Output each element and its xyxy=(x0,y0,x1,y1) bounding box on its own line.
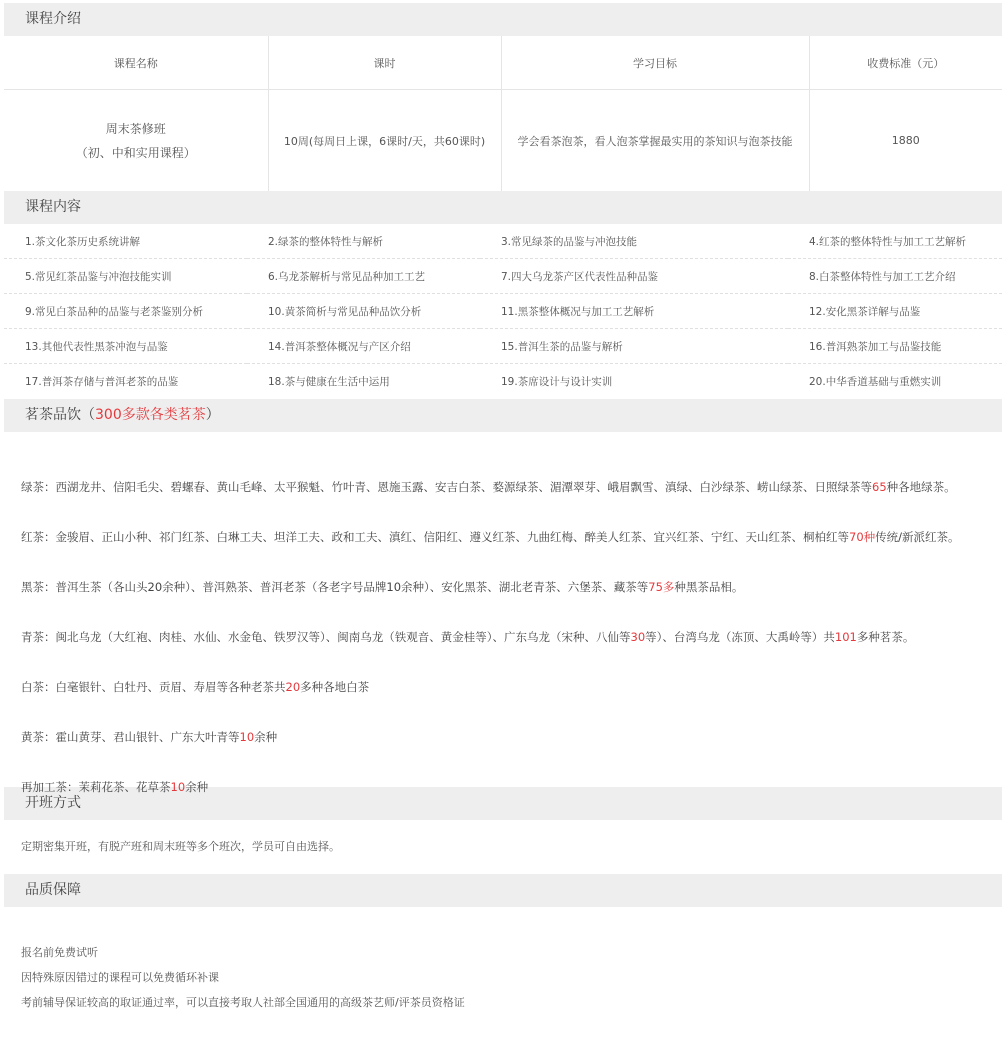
list-item: 考前辅导保证较高的取证通过率，可以直接考取人社部全国通用的高级茶艺师/评茶员资格证 xyxy=(21,996,465,1009)
content-item: 1.茶文化茶历史系统讲解 xyxy=(4,224,247,259)
content-item: 7.四大乌龙茶产区代表性品种品鉴 xyxy=(480,259,788,294)
course-fee: 1880 xyxy=(891,134,920,147)
content-item: 13.其他代表性黑茶冲泡与品鉴 xyxy=(4,329,247,364)
content-item: 19.茶席设计与设计实训 xyxy=(501,376,613,388)
table-row xyxy=(4,294,1002,329)
course-page xyxy=(4,0,1002,1015)
quality-list xyxy=(4,907,1002,1015)
content-item: 18.茶与健康在生活中运用 xyxy=(268,376,390,388)
course-name-cell xyxy=(4,90,268,192)
section-title-tea: 茗茶品饮（300多款各类茗茶） xyxy=(4,399,1002,432)
tea-line-yellow: 黄茶：霍山黄芽、君山银针、广东大叶青等10余种 xyxy=(21,730,278,744)
list-item: 因特殊原因错过的课程可以免费循环补课 xyxy=(21,971,219,984)
content-item: 2.绿茶的整体特性与解析 xyxy=(247,224,480,259)
section-title-intro: 课程介绍 xyxy=(4,3,1002,36)
header-course-name: 课程名称 xyxy=(4,36,268,90)
table-header-row xyxy=(4,36,1002,90)
content-item: 16.普洱熟茶加工与品鉴技能 xyxy=(788,329,1002,364)
content-item: 20.中华香道基础与重燃实训 xyxy=(809,376,942,388)
content-item: 14.普洱茶整体概况与产区介绍 xyxy=(247,329,480,364)
content-item: 11.黑茶整体概况与加工工艺解析 xyxy=(480,294,788,329)
table-row xyxy=(4,329,1002,364)
header-fee: 收费标准（元） xyxy=(809,36,1002,90)
section-title-schedule: 开班方式 xyxy=(4,787,1002,820)
tea-list xyxy=(4,432,1002,794)
course-level: （初、中和实用课程） xyxy=(75,145,196,160)
header-hours: 课时 xyxy=(268,36,501,90)
tea-line-green: 绿茶：西湖龙井、信阳毛尖、碧螺春、黄山毛峰、太平猴魁、竹叶青、恩施玉露、安吉白茶、婺源绿茶、湄潭翠芽、峨眉飘雪、滇绿、白沙绿茶、崂山绿茶、日照绿茶等65种各地绿茶。 xyxy=(21,480,956,494)
content-item: 5.常见红茶品鉴与冲泡技能实训 xyxy=(4,259,247,294)
course-name: 周末茶修班 xyxy=(105,121,166,136)
tea-line-white: 白茶：白毫银针、白牡丹、贡眉、寿眉等各种老茶共20多种各地白茶 xyxy=(21,680,370,694)
course-hours: 10周(每周日上课，6课时/天，共60课时) xyxy=(268,90,501,192)
content-item: 10.黄茶简析与常见品种品饮分析 xyxy=(247,294,480,329)
content-item: 3.常见绿茶的品鉴与冲泡技能 xyxy=(480,224,788,259)
schedule-text: 定期密集开班，有脱产班和周末班等多个班次，学员可自由选择。 xyxy=(21,840,340,853)
course-content-table xyxy=(4,224,1002,399)
table-row xyxy=(4,224,1002,259)
table-row xyxy=(4,90,1002,192)
content-item: 17.普洱茶存储与普洱老茶的品鉴 xyxy=(25,376,179,388)
content-item: 15.普洱生茶的品鉴与解析 xyxy=(480,329,788,364)
table-row xyxy=(4,259,1002,294)
content-item: 9.常见白茶品种的品鉴与老茶鉴别分析 xyxy=(4,294,247,329)
tea-line-red: 红茶：金骏眉、正山小种、祁门红茶、白琳工夫、坦洋工夫、政和工夫、滇红、信阳红、遵义红茶、九曲红梅、醉美人红茶、宜兴红茶、宁红、天山红茶、桐柏红等70种传统/新派红茶。 xyxy=(21,530,960,544)
content-item: 6.乌龙茶解析与常见品种加工工艺 xyxy=(247,259,480,294)
tea-line-oolong: 青茶：闽北乌龙（大红袍、肉桂、水仙、水金龟、铁罗汉等）、闽南乌龙（铁观音、黄金桂等）、广东乌龙（宋种、八仙等30等）、台湾乌龙（冻顶、大禹岭等）共101多种茗茶。 xyxy=(21,630,915,644)
section-title-quality: 品质保障 xyxy=(4,874,1002,907)
content-item: 12.安化黑茶详解与品鉴 xyxy=(788,294,1002,329)
list-item: 报名前免费试听 xyxy=(21,946,98,959)
course-intro-table xyxy=(4,36,1002,191)
course-goal: 学会看茶泡茶，看人泡茶掌握最实用的茶知识与泡茶技能 xyxy=(501,90,809,192)
content-item: 8.白茶整体特性与加工工艺介绍 xyxy=(788,259,1002,294)
tea-line-dark: 黑茶：普洱生茶（各山头20余种）、普洱熟茶、普洱老茶（各老字号品牌10余种）、安化黑茶、湖北老青茶、六堡茶、藏茶等75多种黑茶品相。 xyxy=(21,580,744,594)
table-row xyxy=(4,364,1002,400)
section-title-content: 课程内容 xyxy=(4,191,1002,224)
content-item: 4.红茶的整体特性与加工工艺解析 xyxy=(788,224,1002,259)
header-goal: 学习目标 xyxy=(501,36,809,90)
tea-line-reprocessed: 再加工茶：茉莉花茶、花草茶10余种 xyxy=(21,780,209,794)
